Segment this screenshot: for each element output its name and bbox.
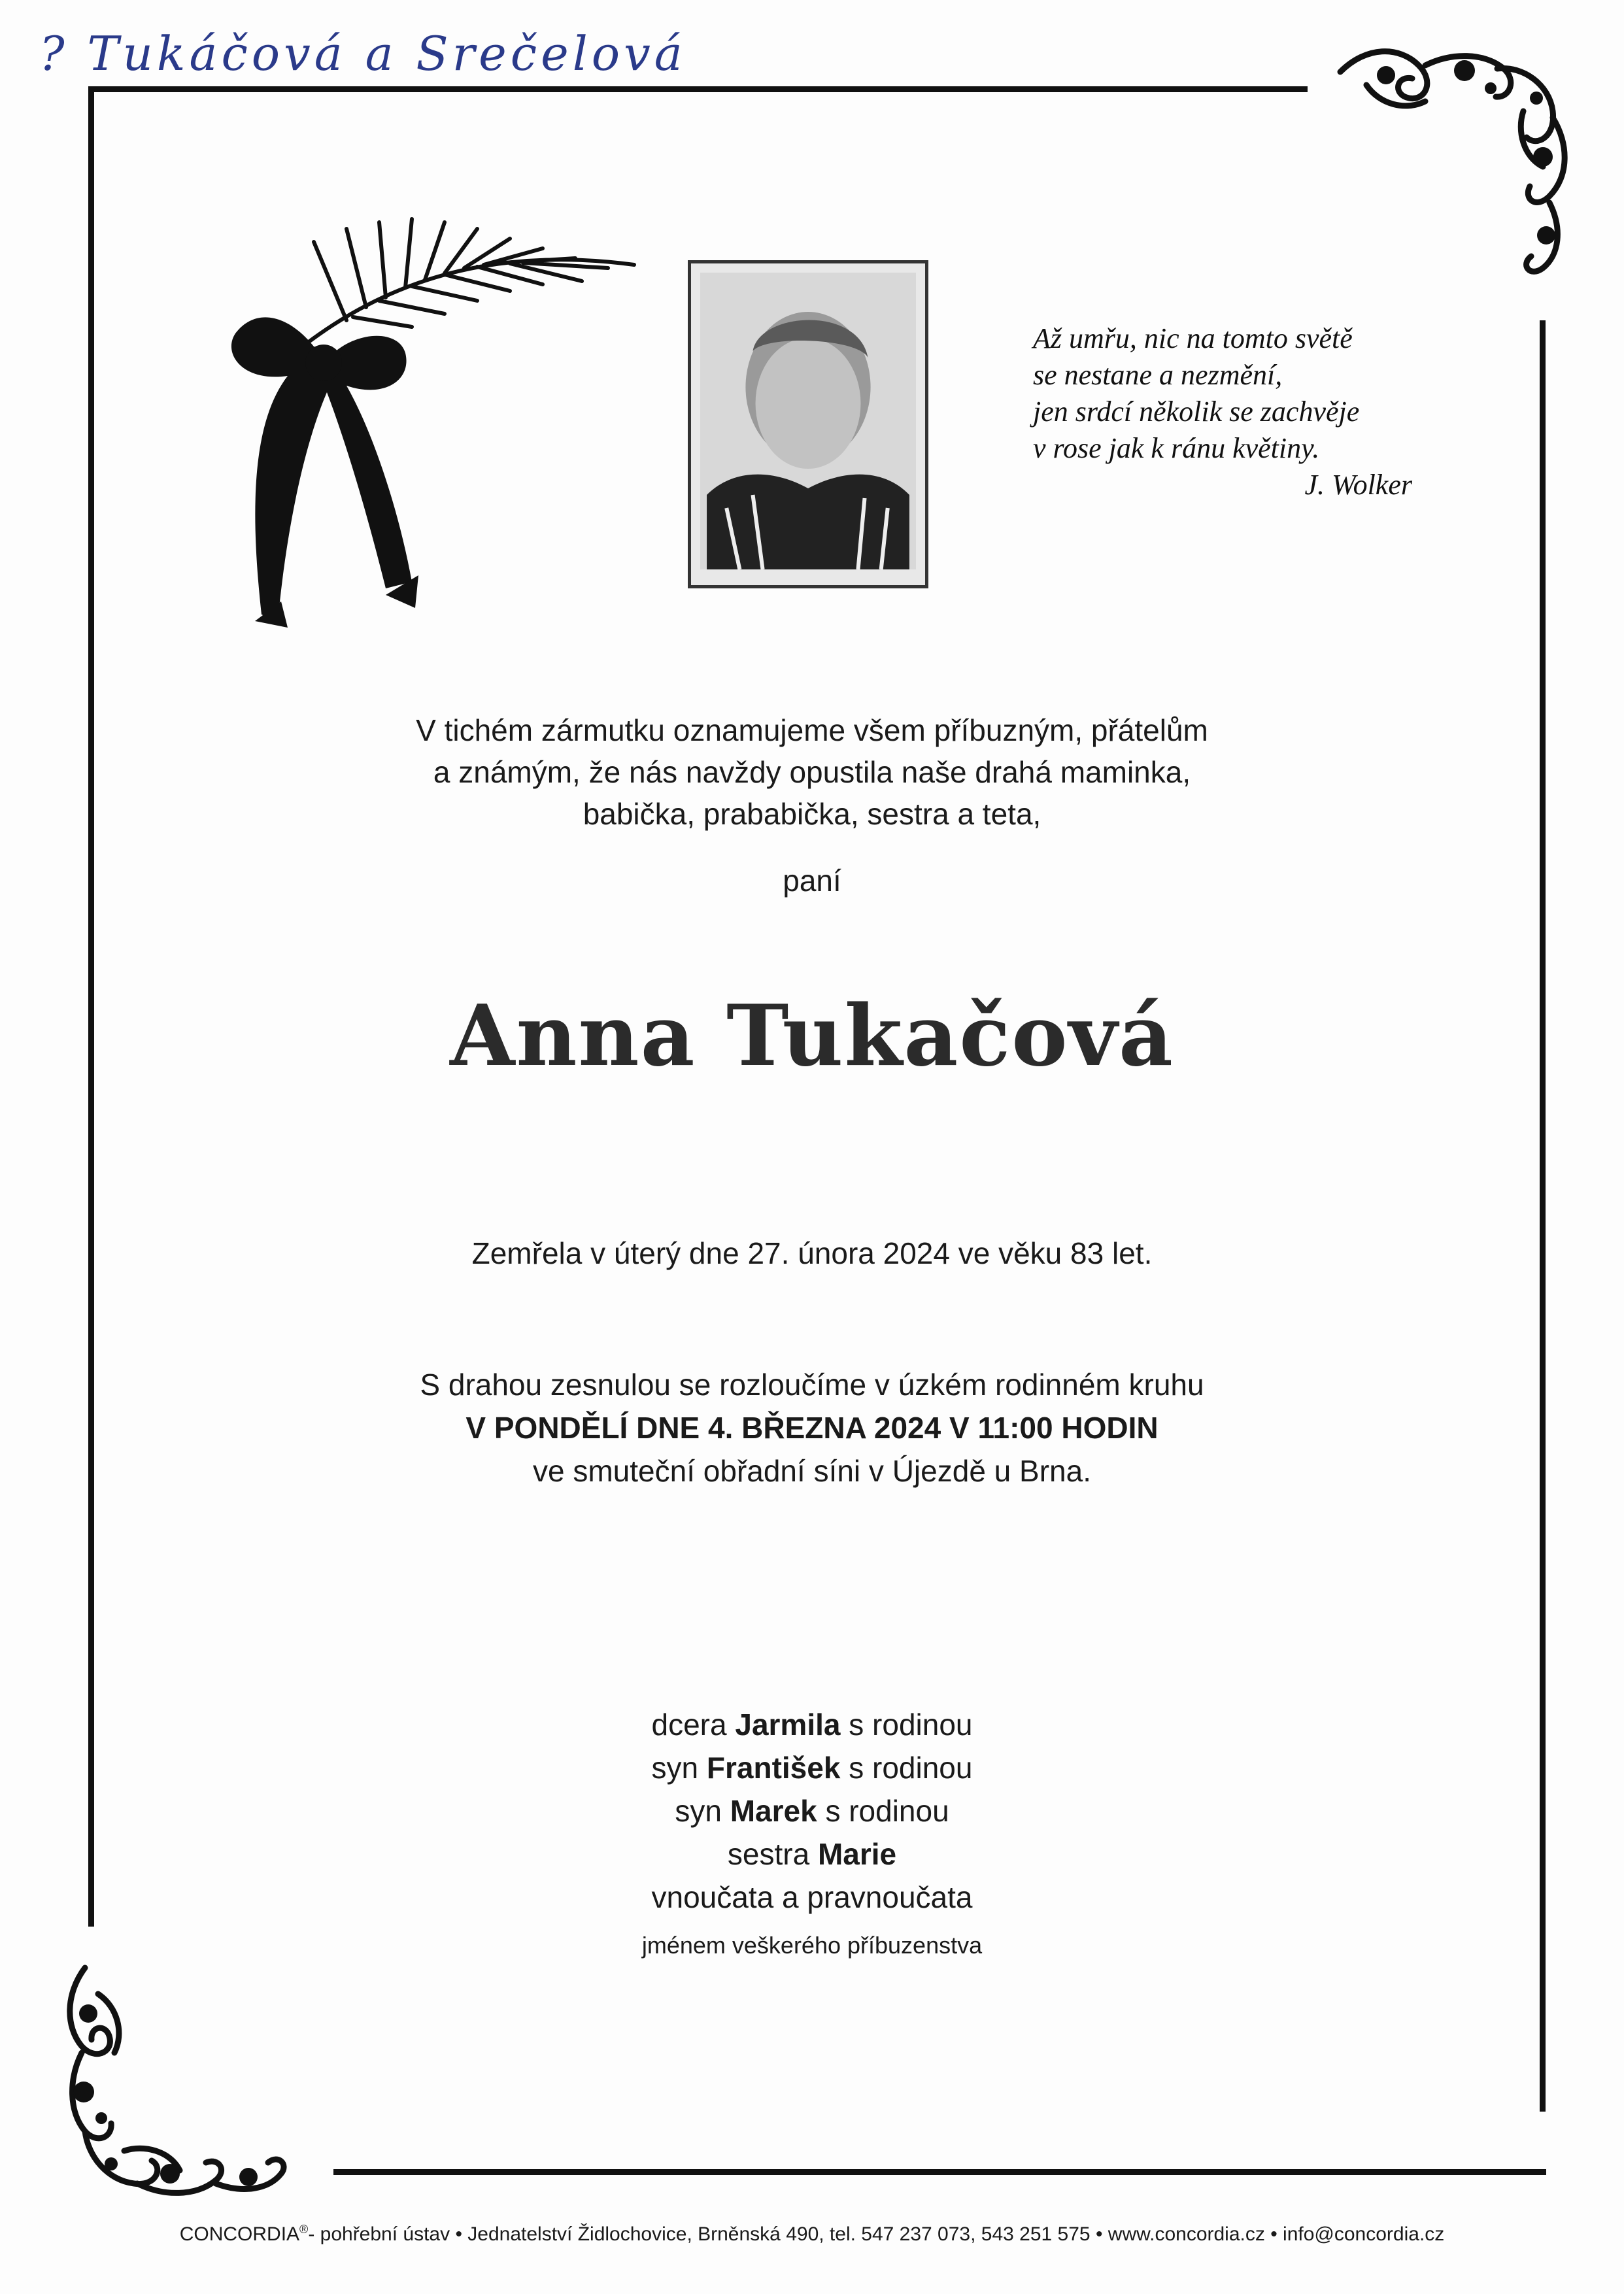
ceremony-datetime: V PONDĚLÍ DNE 4. BŘEZNA 2024 V 11:00 HODIN <box>465 1411 1159 1445</box>
footer-imprint <box>0 2223 1624 2246</box>
quote-author: J. Wolker <box>1304 469 1412 501</box>
footer-brand: CONCORDIA <box>179 2223 300 2245</box>
family-list <box>0 1703 1624 1919</box>
ceremony-info <box>0 1363 1624 1493</box>
handwritten-note: ? Tukáčová a Srečelová <box>39 26 686 81</box>
on-behalf-line: jménem veškerého příbuzenstva <box>641 1932 983 1959</box>
frame-top-line <box>88 86 1308 92</box>
quote-line: v rose jak k ránu květiny. <box>1033 432 1320 464</box>
footer-reg-mark: ® <box>299 2223 309 2236</box>
family-member: sestra Marie <box>727 1837 897 1871</box>
family-member: dcera Jarmila s rodinou <box>651 1708 973 1742</box>
family-member: syn Marek s rodinou <box>675 1794 949 1828</box>
ceremony-line: S drahou zesnulou se rozloučíme v úzkém rodinném kruhu <box>420 1368 1204 1402</box>
deceased-name: Anna Tukačová <box>450 987 1174 1085</box>
quote-line: se nestane a nezmění, <box>1033 359 1283 391</box>
portrait-photo <box>688 260 928 588</box>
poem-quote <box>1033 320 1425 503</box>
announcement-intro <box>0 709 1624 835</box>
corner-ornament-top-right <box>1327 39 1589 301</box>
footer-text: - pohřební ústav • Jednatelství Židlochovice, Brněnská 490, tel. 547 237 073, 543 251 575 • www.concordia.cz • info@concordia.cz <box>308 2223 1445 2245</box>
family-member: syn František s rodinou <box>651 1751 973 1785</box>
grandchildren: vnoučata a pravnoučata <box>651 1880 973 1914</box>
death-date: Zemřela v úterý dne 27. února 2024 ve věku 83 let. <box>471 1236 1153 1270</box>
portrait-image <box>700 273 916 569</box>
corner-ornament-bottom-left <box>52 1955 314 2216</box>
quote-line: jen srdcí několik se zachvěje <box>1033 396 1360 428</box>
quote-line: Až umřu, nic na tomto světě <box>1033 322 1353 354</box>
intro-line: a známým, že nás navždy opustila naše drahá maminka, <box>433 755 1191 789</box>
ceremony-place: ve smuteční obřadní síni v Újezdě u Brna. <box>533 1454 1091 1488</box>
frame-bottom-line <box>333 2169 1546 2175</box>
palm-branch-with-ribbon <box>216 203 660 634</box>
honorific: paní <box>783 864 841 898</box>
intro-line: babička, prababička, sestra a teta, <box>583 797 1041 831</box>
intro-line: V tichém zármutku oznamujeme všem příbuzným, přátelům <box>416 713 1208 747</box>
